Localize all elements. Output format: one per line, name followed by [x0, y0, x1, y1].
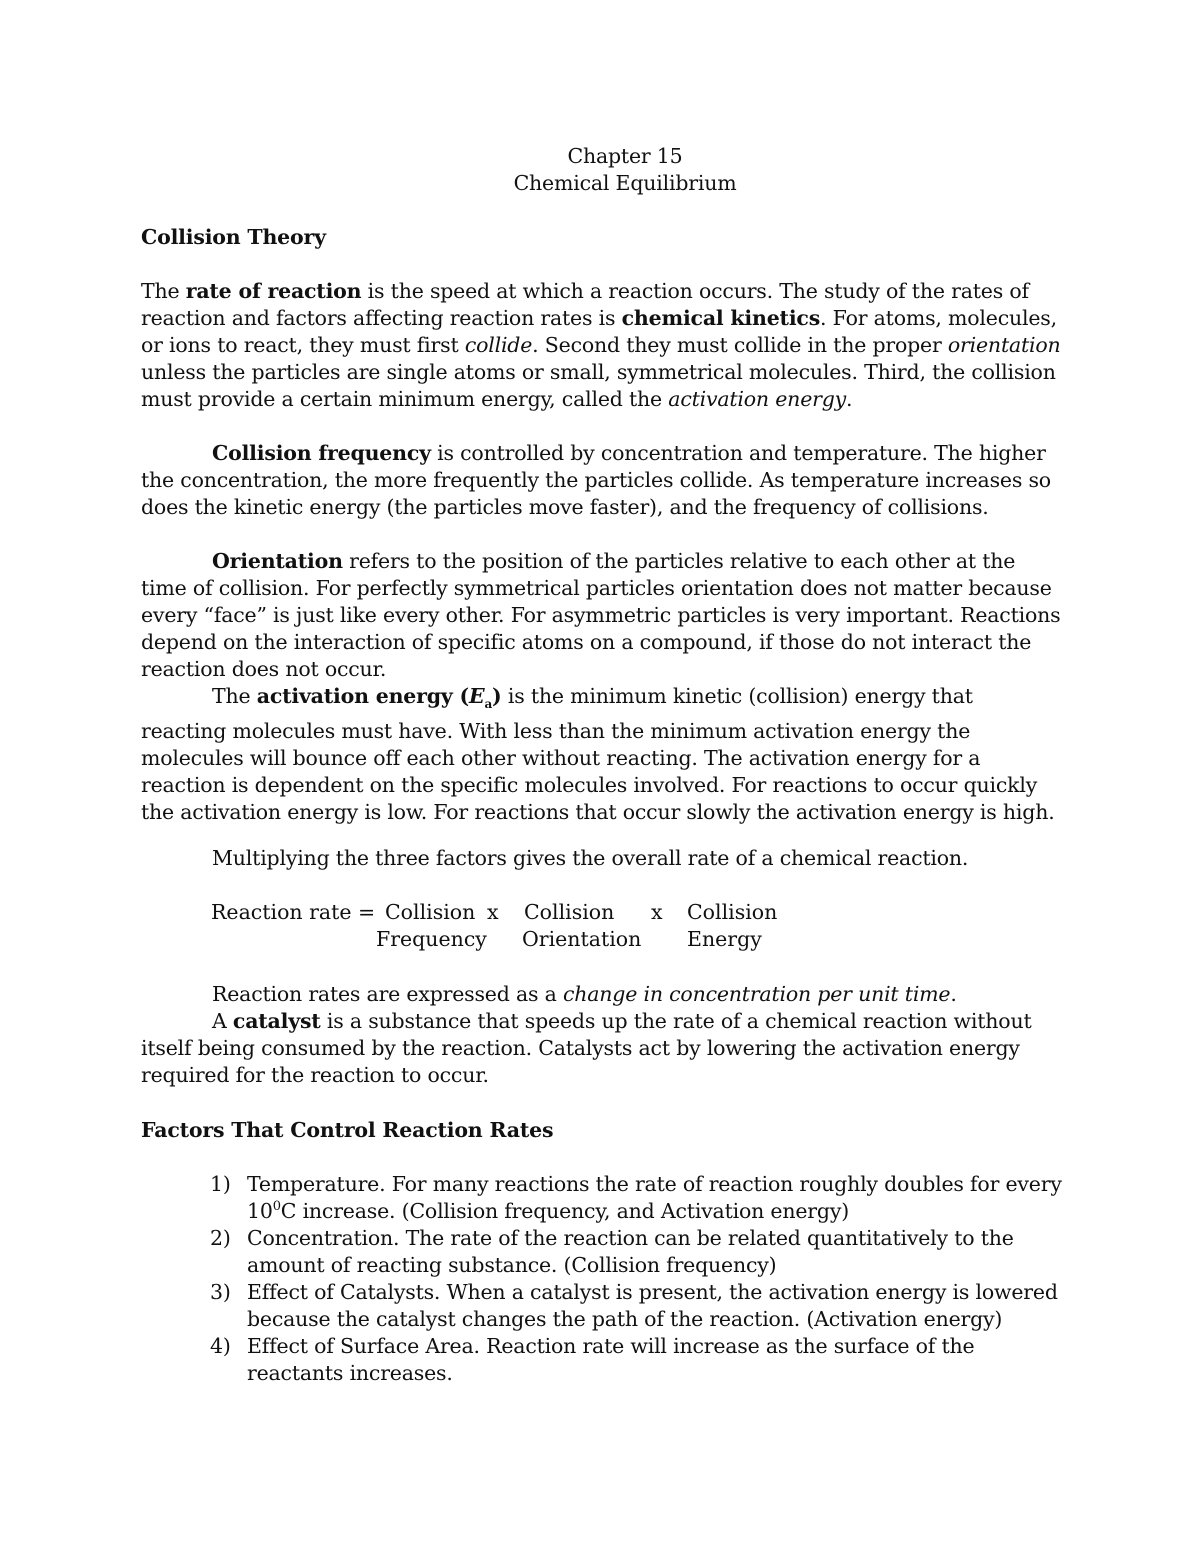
list-item: 1) Temperature. For many reactions the rate of reaction roughly doubles for every $10^0C$ increase. (Collision frequency, and Activation energy) — [210, 1172, 1062, 1223]
paragraph-reaction-rates-expressed: Reaction rates are expressed as a change in concentration per unit time. — [212, 982, 957, 1006]
equation-term-1-line-2: Frequency — [376, 927, 487, 951]
factors-list — [210, 1171, 1070, 1387]
paragraph-catalyst: A catalyst is a substance that speeds up the rate of a chemical reaction without itself being consumed by the reaction. Catalysts act by lowering the activation energy required for the reaction to occur. — [141, 1009, 1032, 1087]
equation-term-1-line-1: Collision — [385, 900, 476, 924]
paragraph-orientation: Orientation refers to the position of the particles relative to each other at the time of collision. For perfectly symmetrical particles orientation does not matter because every “face” is just like every other. For asymmetric particles is very important. Reactions depend on the interaction of specific atoms on a compound, if those do not interact the reaction does not occur. — [141, 549, 1061, 681]
equation-term-3-line-1: Collision — [687, 900, 778, 924]
chapter-title: Chemical Equilibrium — [513, 171, 737, 195]
equation-term-2-line-1: Collision — [524, 900, 615, 924]
section-heading-factors: Factors That Control Reaction Rates — [141, 1118, 554, 1142]
chapter-number: Chapter 15 — [567, 144, 683, 168]
equation-term-2-line-2: Orientation — [522, 927, 642, 951]
list-item: 2) Concentration. The rate of the reaction can be related quantitatively to the amount of reacting substance. (Collision frequency) — [210, 1226, 1014, 1277]
list-item: 3) Effect of Catalysts. When a catalyst is present, the activation energy is lowered because the catalyst changes the path of the reaction. (Activation energy) — [210, 1280, 1058, 1331]
equation-multiply-2: x — [651, 900, 663, 924]
section-heading-collision-theory: Collision Theory — [141, 225, 326, 249]
equation-term-3-line-2: Energy — [687, 927, 762, 951]
equation-multiply-1: x — [487, 900, 499, 924]
paragraph-activation-energy: The activation energy $(E_a)$ is the minimum kinetic (collision) energy that reacting molecules must have. With less than the minimum activation energy the molecules will bounce off each other without reacting. The activation energy for a reaction is dependent on the specific molecules involved. For reactions to occur quickly the activation energy is low. For reactions that occur slowly the activation energy is high. — [141, 684, 1055, 825]
list-item: 4) Effect of Surface Area. Reaction rate will increase as the surface of the reactants increases. — [210, 1334, 975, 1385]
paragraph-rate-of-reaction: The rate of reaction is the speed at which a reaction occurs. The study of the rates of reaction and factors affecting reaction rates is chemical kinetics. For atoms, molecules, or ions to react, they must first collide. Second they must collide in the proper orientation unless the particles are single atoms or small, symmetrical molecules. Third, the collision must provide a certain minimum energy, called the activation energy. — [141, 279, 1061, 411]
paragraph-multiplying-factors: Multiplying the three factors gives the overall rate of a chemical reaction. — [212, 846, 969, 870]
paragraph-collision-frequency: Collision frequency is controlled by concentration and temperature. The higher the concentration, the more frequently the particles collide. As temperature increases so does the kinetic energy (the particles move faster), and the frequency of collisions. — [141, 441, 1051, 519]
equation-lhs: Reaction rate = — [211, 900, 376, 924]
